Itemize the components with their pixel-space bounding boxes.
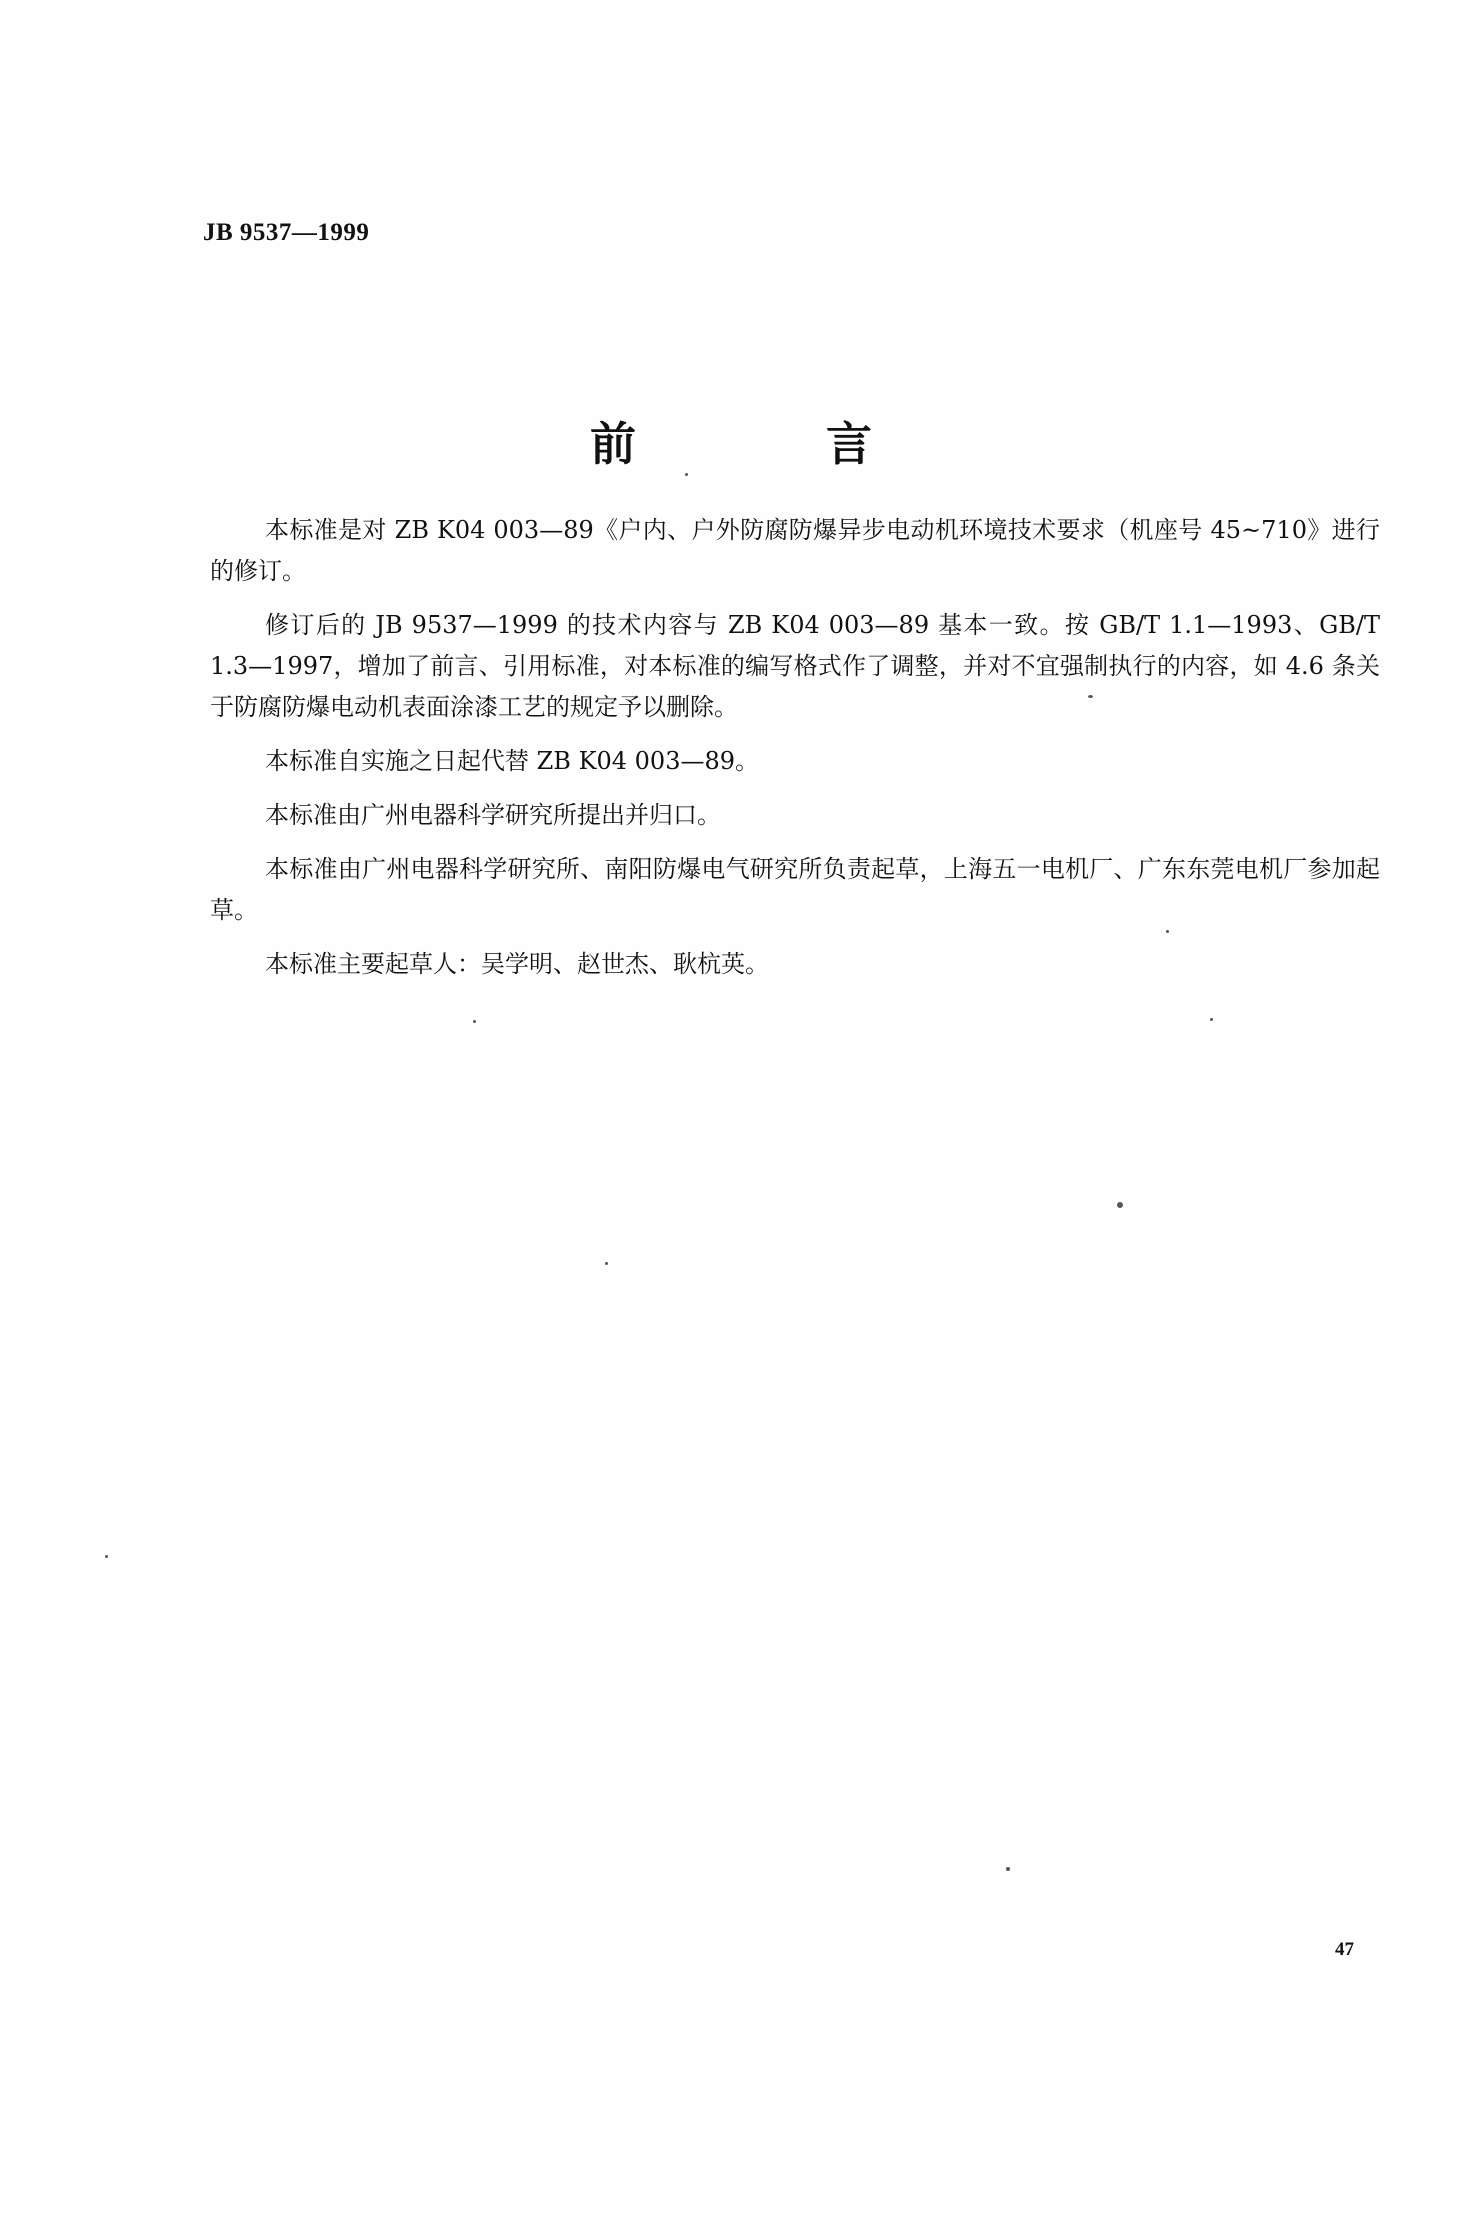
- paragraph-drafting-units: 本标准由广州电器科学研究所、南阳防爆电气研究所负责起草，上海五一电机厂、广东东莞电机厂参加起草。: [210, 855, 1380, 924]
- foreword-title: 前 言: [590, 417, 944, 471]
- scan-speck: [1166, 930, 1169, 933]
- scan-speck: [1117, 1202, 1123, 1208]
- scan-speck: [1006, 1867, 1010, 1871]
- scan-speck: [1210, 1018, 1213, 1021]
- scan-speck: [605, 1262, 608, 1265]
- paragraph-revision-content: 修订后的 JB 9537—1999 的技术内容与 ZB K04 003—89 基本一致。按 GB/T 1.1—1993、GB/T 1.3—1997，增加了前言、引用标准，对本标准的编写格式作了调整，并对不宜强制执行的内容，如 4.6 条关于防腐防爆电动机表面涂漆工艺的规定予以删除。: [210, 611, 1380, 721]
- scan-speck: [685, 473, 688, 476]
- standard-code: JB 9537—1999: [203, 219, 370, 246]
- scan-speck: [105, 1555, 108, 1558]
- page-number: 47: [1335, 1939, 1354, 1960]
- foreword-body: [210, 510, 1380, 998]
- paragraph-replacement: 本标准自实施之日起代替 ZB K04 003—89。: [265, 747, 760, 775]
- paragraph-revision-basis: 本标准是对 ZB K04 003—89《户内、户外防腐防爆异步电动机环境技术要求（机座号 45~710》进行的修订。: [210, 516, 1380, 585]
- scan-speck: [1088, 695, 1093, 698]
- scan-speck: [473, 1020, 476, 1023]
- paragraph-drafters: 本标准主要起草人：吴学明、赵世杰、耿杭英。: [265, 950, 769, 978]
- paragraph-proposer: 本标准由广州电器科学研究所提出并归口。: [265, 801, 721, 829]
